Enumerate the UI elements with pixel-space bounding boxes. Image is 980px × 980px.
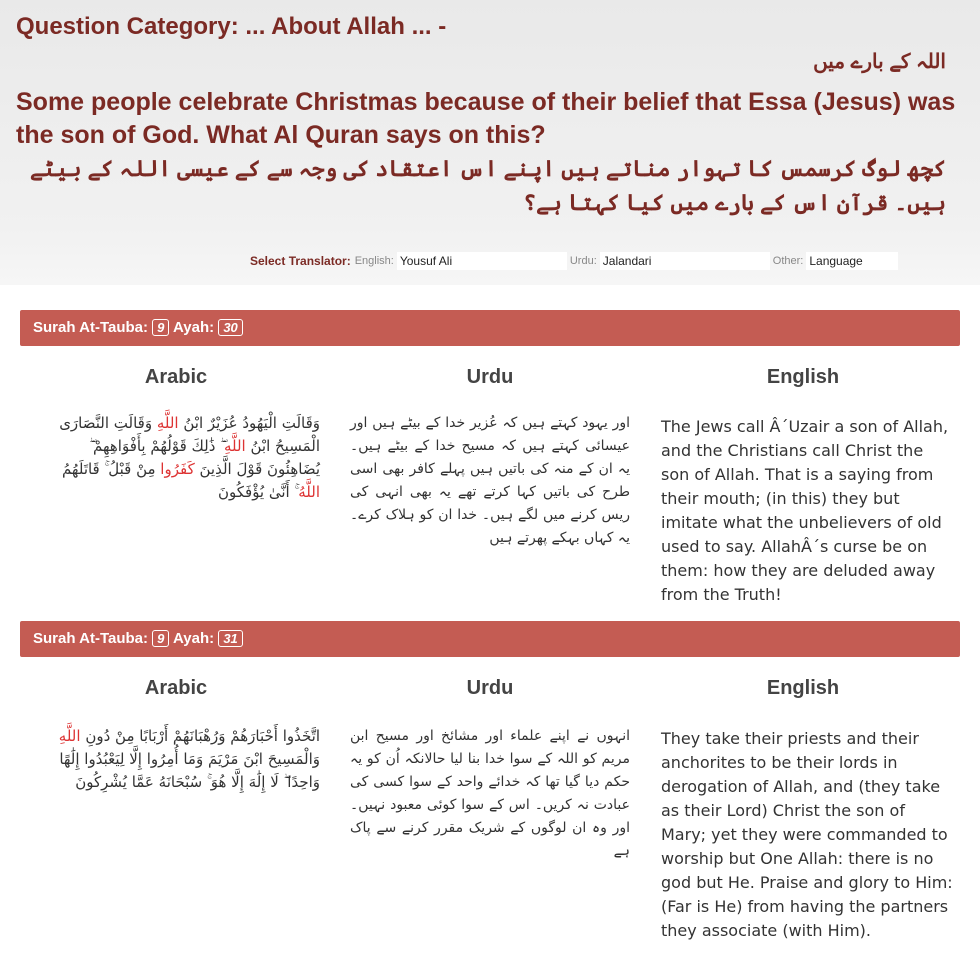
arabic-column-heading: Arabic xyxy=(144,366,208,388)
surah-number-badge: 9 xyxy=(152,630,169,647)
arabic-verse-text xyxy=(40,412,320,504)
highlighted-word: اللَّهِ xyxy=(223,437,246,455)
highlighted-word: اللَّهِ xyxy=(58,727,81,745)
translator-selector xyxy=(250,252,901,270)
verse-segment: ۚ أَنَّىٰ يُؤْفَكُونَ xyxy=(217,483,299,501)
verse-segment: اتَّخَذُوا أَحْبَارَهُمْ وَرُهْبَانَهُمْ أَرْبَابًا مِنْ دُونِ xyxy=(80,727,320,745)
verse-segment: ۖ ذَٰلِكَ قَوْلُهُمْ بِأَفْوَاهِهِمْ ۖ يُضَاهِئُونَ قَوْلَ الَّذِينَ xyxy=(89,437,320,478)
english-translator-label: English: xyxy=(354,255,394,267)
question-category: Question Category: ... About Allah ... - xyxy=(16,13,447,40)
question-category-urdu: اللہ کے بارے میں xyxy=(813,51,946,73)
verse-segment: وَقَالَتِ النَّصَارَى الْمَسِيحُ ابْنُ xyxy=(59,414,320,455)
ayah-number-badge: 30 xyxy=(218,319,242,336)
urdu-column-heading: Urdu xyxy=(466,677,514,699)
english-translation-text: They take their priests and their anchorites to be their lords in derogation of Allah, and (they take as their Lord) Christ the son of Mary; yet they were commanded to worship but One Allah: there is no god but He. Praise and glory to Him: (Far is He) from having the partners they associate (with Him). xyxy=(661,729,953,940)
surah-label: Surah At-Tauba: xyxy=(33,630,148,647)
surah-ayah-bar xyxy=(20,621,960,657)
verse-segment: وَقَالَتِ الْيَهُودُ عُزَيْرٌ ابْنُ xyxy=(178,414,320,432)
translator-label: Select Translator: xyxy=(250,254,351,268)
surah-ayah-bar xyxy=(20,310,960,346)
urdu-translator-label: Urdu: xyxy=(569,255,597,267)
english-column-heading: English xyxy=(766,677,840,699)
surah-number-badge: 9 xyxy=(152,319,169,336)
arabic-verse-text xyxy=(40,725,320,794)
verse-segment: وَالْمَسِيحَ ابْنَ مَرْيَمَ وَمَا أُمِرُوا إِلَّا لِيَعْبُدُوا إِلَٰهًا وَاحِدًا ۖ لَا إِلَٰهَ إِلَّا هُوَ ۚ سُبْحَانَهُ عَمَّا يُشْرِكُونَ xyxy=(59,750,320,791)
highlighted-word: اللَّهُ xyxy=(298,483,320,501)
highlighted-word: كَفَرُوا xyxy=(160,460,195,478)
english-column-heading: English xyxy=(766,366,840,388)
question-title: Some people celebrate Christmas because of their belief that Essa (Jesus) was the son of God. What Al Quran says on this? xyxy=(16,88,956,149)
urdu-translation-text: انہوں نے اپنے علماء اور مشائخ اور مسیح ابن مریم کو اللہ کے سوا خدا بنا لیا حالانکہ اُن کو یہ حکم دیا گیا تھا کہ خدائے واحد کے سوا کسی کی عبادت نہ کریں۔ اس کے سوا کوئی معبود نہیں۔ اور وہ ان لوگوں کے شریک مقرر کرنے سے پاک ہے xyxy=(350,728,630,859)
urdu-translation-text: اور یہود کہتے ہیں کہ عُزیر خدا کے بیٹے ہیں اور عیسائی کہتے ہیں کہ مسیح خدا کے بیٹے ہیں۔ یہ ان کے منہ کی باتیں ہیں پہلے کافر بھی اسی طرح کی باتیں کہا کرتے تھے یہ بھی انہی کی ریس کرنے میں لگے ہیں۔ خدا ان کو ہلاک کرے۔ یہ کہاں بہکے پھرتے ہیں xyxy=(350,415,630,546)
ayah-label: Ayah: xyxy=(173,319,215,336)
ayah-label: Ayah: xyxy=(173,630,215,647)
verse-segment: مِنْ قَبْلُ ۚ قَاتَلَهُمُ xyxy=(61,460,161,478)
arabic-column-heading: Arabic xyxy=(144,677,208,699)
other-language-label: Other: xyxy=(772,255,804,267)
english-translator-select[interactable]: Yousuf Ali xyxy=(397,252,567,270)
english-translation-text: The Jews call Â´Uzair a son of Allah, and the Christians call Christ the son of Allah. That is a saying from their mouth; (in this) they but imitate what the unbelievers of old used to say. AllahÂ´s curse be on them: how they are deluded away from the Truth! xyxy=(661,417,949,604)
highlighted-word: اللَّهِ xyxy=(156,414,179,432)
other-language-select[interactable]: Language xyxy=(806,252,898,270)
surah-label: Surah At-Tauba: xyxy=(33,319,148,336)
urdu-column-heading: Urdu xyxy=(466,366,514,388)
urdu-translator-select[interactable]: Jalandari xyxy=(600,252,770,270)
question-title-urdu: کچھ لوگ کرسمس کا تہوار مناتے ہیں اپنے اس اعتقاد کی وجہ سے کے عیسی اللہ کے بیٹے ہیں۔ قرآن اس کے بارے میں کیا کہتا ہے؟ xyxy=(29,156,946,215)
ayah-number-badge: 31 xyxy=(218,630,242,647)
question-header xyxy=(0,0,980,285)
